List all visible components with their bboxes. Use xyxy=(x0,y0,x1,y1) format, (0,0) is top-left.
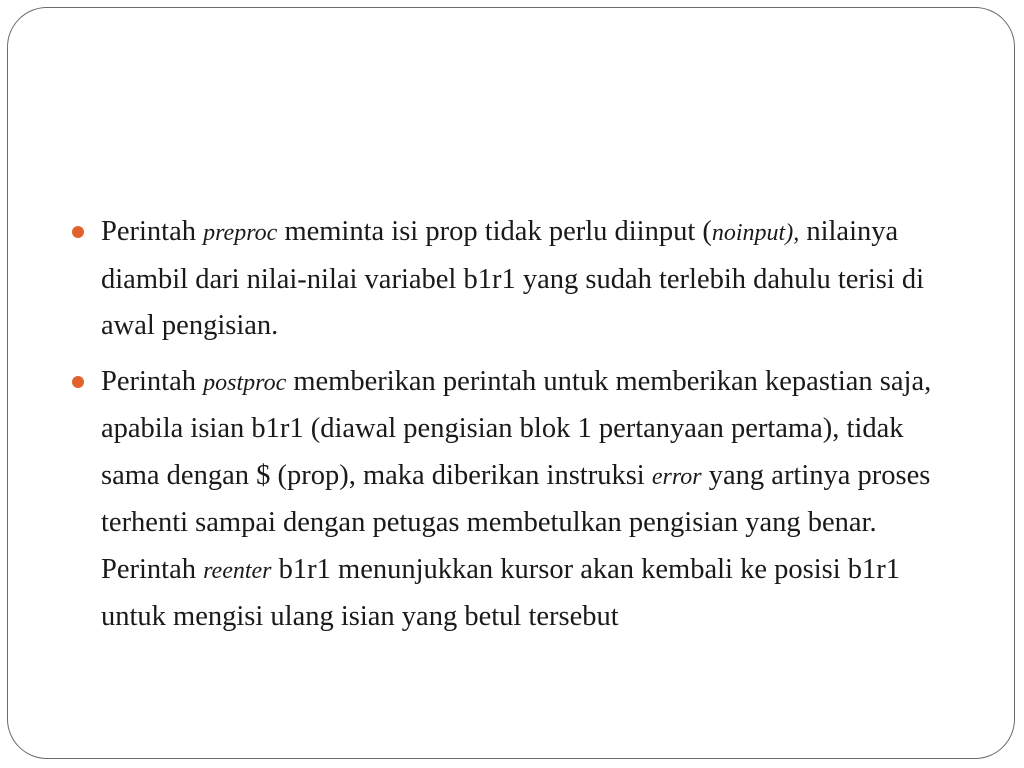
slide-frame xyxy=(7,7,1015,759)
bullet-dot-icon xyxy=(72,376,84,388)
bullet-dot-icon xyxy=(72,226,84,238)
bullet-text-segment: nilainya diambil dari nilai-nilai variabel b1r1 yang sudah terlebih dahulu terisi di awal pengisian. xyxy=(101,216,925,341)
bullet-text-segment-italic: preproc xyxy=(203,220,278,246)
bullet-list xyxy=(68,209,958,650)
bullet-item-postproc xyxy=(68,359,958,641)
bullet-text-segment: b1r1 menunjukkan kursor akan kembali ke posisi b1r1 untuk mengisi ulang isian yang betul tersebut xyxy=(101,553,900,632)
bullet-text-segment-italic: error xyxy=(651,463,702,490)
bullet-text-segment: Perintah xyxy=(101,365,204,397)
bullet-item-preproc xyxy=(68,209,958,350)
bullet-text-segment: yang artinya proses terhenti sampai dengan petugas membetulkan pengisian yang benar. Perintah xyxy=(101,459,931,585)
bullet-text-segment-italic: noinput), xyxy=(711,220,800,246)
bullet-text-segment: memberikan perintah untuk memberikan kepastian saja, apabila isian b1r1 (diawal pengisian blok 1 pertanyaan pertama), tidak sama dengan $ (prop), maka diberikan instruksi xyxy=(101,365,932,491)
bullet-text-segment-italic: postproc xyxy=(203,369,287,396)
bullet-text-segment-italic: reenter xyxy=(203,557,272,584)
bullet-text-segment: Perintah xyxy=(101,216,204,247)
bullet-text-segment: meminta isi prop tidak perlu diinput ( xyxy=(277,216,712,247)
